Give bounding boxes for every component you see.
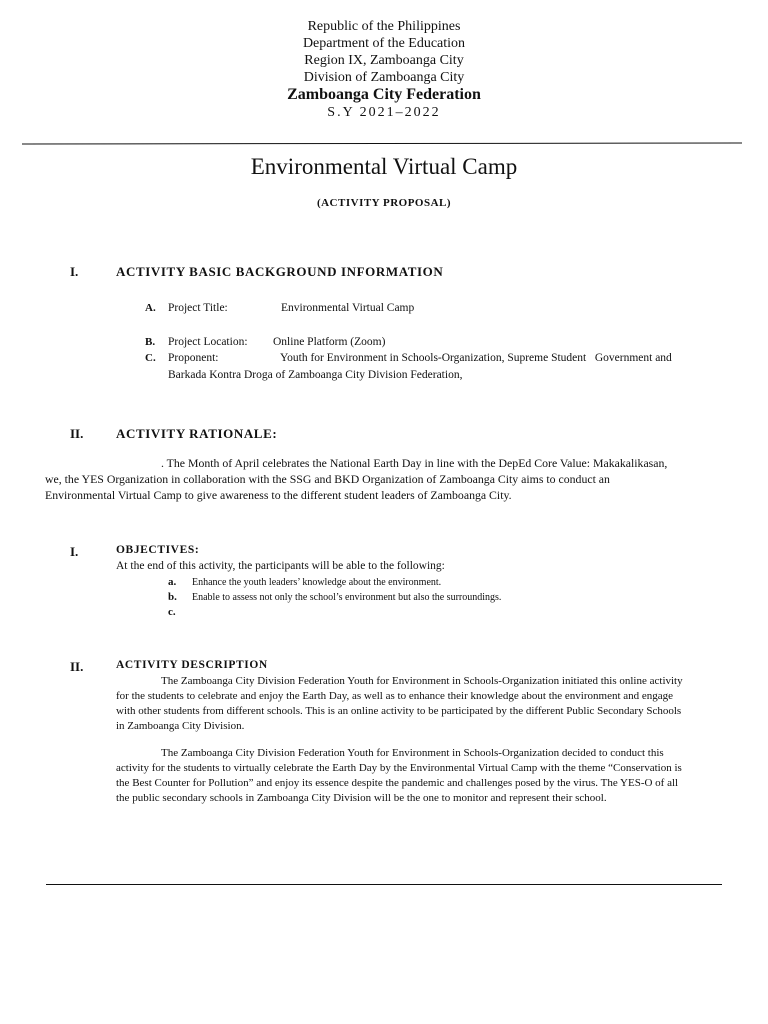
document-title: Environmental Virtual Camp — [250, 154, 518, 179]
description-p1-line-3: with other students from different schools. This is an online activity to be participated by the different Public Secondary Schools — [116, 705, 682, 717]
section4-number: II. — [70, 659, 84, 674]
description-p2-line-3: the Best Counter for Pollution” and enjoy its essence despite the pandemic and challenges posed by the virus. The YES-O of all — [116, 777, 679, 789]
objective-c-letter: c. — [168, 606, 176, 618]
header-divider — [22, 142, 742, 144]
project-title-value: Environmental Virtual Camp — [281, 302, 415, 314]
project-title-label: Project Title: — [168, 302, 228, 314]
header-line-division: Division of Zamboanga City — [303, 70, 465, 85]
description-p2-line-4: the public secondary schools in Zamboanga City Division will be the one to monitor and represent their school. — [116, 792, 607, 804]
description-p1-line-4: in Zamboanga City Division. — [116, 720, 245, 732]
description-heading: ACTIVITY DESCRIPTION — [116, 659, 268, 671]
description-p1-line-1: The Zamboanga City Division Federation Youth for Environment in Schools-Organization initiated this online activity — [161, 675, 683, 687]
objective-a-text: Enhance the youth leaders’ knowledge about the environment. — [192, 577, 442, 588]
header-school-year: S.Y 2021–2022 — [327, 105, 441, 120]
project-location-label: Project Location: — [168, 336, 248, 348]
description-p1-line-2: for the students to celebrate and enjoy the Earth Day, as well as to enhance their knowledge about the environment and engage — [116, 690, 674, 702]
document-subtitle: (ACTIVITY PROPOSAL) — [316, 197, 452, 209]
section3-number: I. — [70, 544, 79, 559]
objectives-heading: OBJECTIVES: — [116, 544, 200, 556]
header-federation: Zamboanga City Federation — [287, 86, 481, 103]
header-line-region: Region IX, Zamboanga City — [304, 53, 464, 68]
objective-a-letter: a. — [168, 576, 177, 588]
objective-b-text: Enable to assess not only the school’s environment but also the surroundings. — [192, 592, 502, 603]
item-b-letter: B. — [145, 336, 156, 348]
description-p2-line-1: The Zamboanga City Division Federation Youth for Environment in Schools-Organization decided to conduct this — [161, 747, 664, 759]
proponent-label: Proponent: — [168, 352, 219, 364]
header-line-department: Department of the Education — [302, 36, 466, 51]
rationale-line-3: Environmental Virtual Camp to give awareness to the different student leaders of Zamboanga City. — [45, 488, 512, 502]
item-c-letter: C. — [145, 352, 156, 364]
description-p2-line-2: activity for the students to virtually celebrate the Earth Day by the Environmental Virtual Camp with the theme “Conservation is — [116, 762, 682, 774]
section2-heading: ACTIVITY RATIONALE: — [116, 426, 278, 441]
footer-divider — [46, 884, 722, 885]
proponent-value: Youth for Environment in Schools-Organization, Supreme Student Government and — [280, 352, 672, 364]
rationale-line-1: . The Month of April celebrates the National Earth Day in line with the DepEd Core Value: Makakalikasan, — [161, 456, 668, 470]
project-location-value: Online Platform (Zoom) — [273, 336, 386, 348]
rationale-line-2: we, the YES Organization in collaboration with the SSG and BKD Organization of Zamboanga City aims to conduct an — [45, 472, 610, 486]
proponent-value-continued: Barkada Kontra Droga of Zamboanga City Division Federation, — [168, 369, 463, 381]
objectives-lead: At the end of this activity, the participants will be able to the following: — [116, 560, 445, 572]
objective-b-letter: b. — [168, 591, 177, 603]
item-a-letter: A. — [145, 302, 156, 314]
header-line-republic: Republic of the Philippines — [307, 19, 461, 34]
section1-number: I. — [70, 264, 79, 279]
section1-heading: ACTIVITY BASIC BACKGROUND INFORMATION — [116, 264, 444, 279]
section2-number: II. — [70, 426, 84, 441]
